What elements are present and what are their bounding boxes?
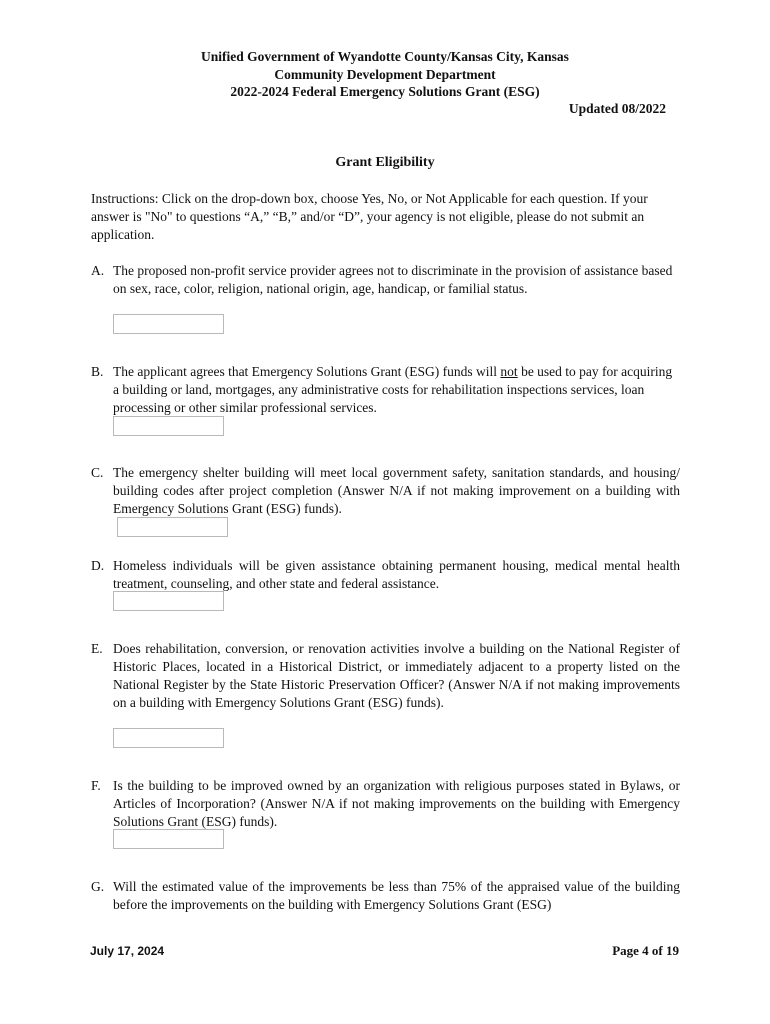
answer-dropdown-e[interactable] (113, 728, 224, 748)
question-text: Is the building to be improved owned by an organization with religious purposes stated in Bylaws, or Articles of Incorporation? (Answer N/A if not making improvements on the building with Emergency Solutions Grant (ESG) funds). (113, 778, 680, 829)
question-f (91, 777, 680, 831)
question-letter: B. (91, 364, 104, 379)
question-text: Does rehabilitation, conversion, or renovation activities involve a building on the National Register of Historic Places, located in a Historical District, or immediately adjacent to a property listed on the National Register by the State Historic Preservation Officer? (Answer N/A if not making improvements on a building with Emergency Solutions Grant (ESG) funds). (113, 641, 680, 710)
instructions-text: Instructions: Click on the drop-down box, choose Yes, No, or Not Applicable for each question. If your answer is "No" to questions “A,” “B,” and/or “D”, your agency is not eligible, please do not submit an application. (91, 191, 648, 242)
answer-dropdown-f[interactable] (113, 829, 224, 849)
question-text-part: be used to pay for acquiring a building or land, mortgages, any administrative costs for rehabilitation inspections services, loan processing or other similar professional services. (113, 364, 673, 415)
question-b (91, 363, 680, 417)
header-program: 2022-2024 Federal Emergency Solutions Grant (ESG) (230, 84, 540, 99)
question-e (91, 640, 680, 712)
answer-dropdown-b[interactable] (113, 416, 224, 436)
question-letter: G. (91, 879, 105, 894)
question-text: Homeless individuals will be given assistance obtaining permanent housing, medical mental health treatment, counseling, and other state and federal assistance. (113, 558, 680, 591)
answer-dropdown-d[interactable] (113, 591, 224, 611)
question-a (91, 262, 680, 298)
document-header (90, 48, 680, 101)
question-letter: F. (91, 778, 101, 793)
question-letter: C. (91, 465, 104, 480)
header-organization: Unified Government of Wyandotte County/Kansas City, Kansas (201, 49, 569, 64)
question-c (91, 464, 680, 518)
question-letter: E. (91, 641, 103, 656)
question-text (113, 363, 680, 417)
question-text: The proposed non-profit service provider agrees not to discriminate in the provision of assistance based on sex, race, color, religion, national origin, age, handicap, or familial status. (113, 263, 673, 296)
question-text-part: The applicant agrees that Emergency Solutions Grant (ESG) funds will (113, 364, 501, 379)
footer-page-number: Page 4 of 19 (612, 943, 679, 958)
question-text: Will the estimated value of the improvements be less than 75% of the appraised value of the building before the improvements on the building with Emergency Solutions Grant (ESG) (113, 879, 680, 912)
question-letter: A. (91, 263, 105, 278)
question-d (91, 557, 680, 593)
question-text: The emergency shelter building will meet local government safety, sanitation standards, and housing/ building codes after project completion (Answer N/A if not making improvement on a building with Emergency Solutions Grant (ESG) funds). (113, 465, 680, 516)
question-letter: D. (91, 558, 105, 573)
answer-dropdown-c[interactable] (117, 517, 228, 537)
emphasis-not: not (500, 364, 518, 379)
footer-date: July 17, 2024 (90, 944, 165, 958)
question-g (91, 878, 680, 914)
answer-dropdown-a[interactable] (113, 314, 224, 334)
updated-date: Updated 08/2022 (568, 101, 666, 116)
header-department: Community Development Department (274, 66, 496, 82)
section-title: Grant Eligibility (335, 155, 435, 170)
